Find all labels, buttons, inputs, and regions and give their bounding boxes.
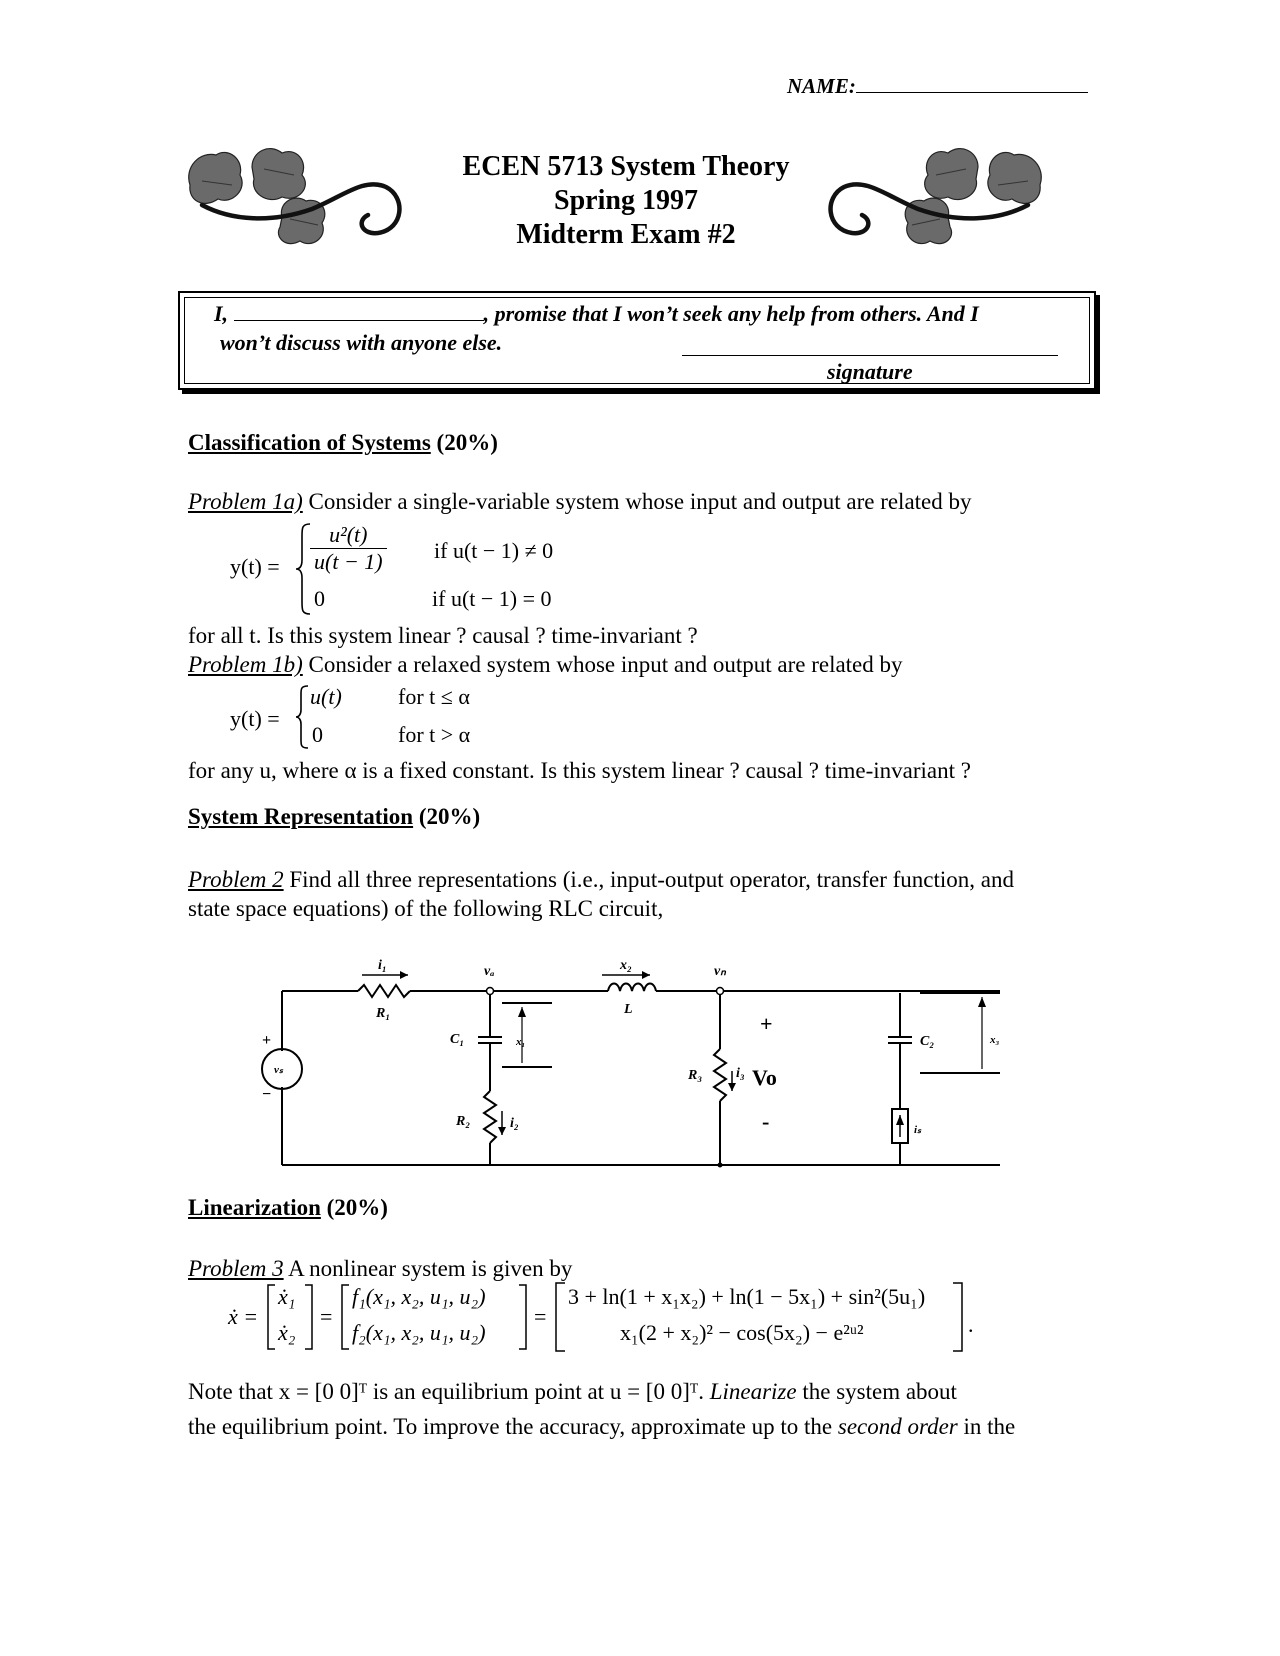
problem-2-line-2: state space equations) of the following RLC circuit,: [188, 896, 664, 921]
eq-f2: f₂(x₁, x₂, u₁, u₂): [352, 1320, 486, 1345]
label-plus: +: [760, 1011, 773, 1036]
label-r2: R₂: [456, 1114, 471, 1129]
bracket-left-icon: [340, 1284, 350, 1350]
label-l: L: [624, 1002, 633, 1017]
label-va: vₐ: [484, 964, 495, 979]
problem-label: Problem 2: [188, 867, 284, 892]
problem-text: Consider a single-variable system whose input and output are related by: [302, 489, 972, 514]
name-label: NAME:: [787, 74, 856, 98]
label-vs: vₛ: [274, 1064, 283, 1076]
name-blank[interactable]: [856, 74, 1088, 93]
eq-condition-2: for t > α: [398, 722, 471, 747]
pledge-line-2: won’t discuss with anyone else.: [220, 330, 503, 355]
problem-label: Problem 3: [188, 1256, 284, 1281]
eq-zero: 0: [314, 586, 325, 611]
section-title: System Representation: [188, 804, 414, 829]
eq-f1: f₁(x₁, x₂, u₁, u₂): [352, 1284, 486, 1309]
pledge-name-blank[interactable]: [234, 302, 484, 321]
course-title: ECEN 5713 System Theory: [462, 151, 790, 182]
line2-part-a: the equilibrium point. To improve the accuracy, approximate up to the: [188, 1414, 838, 1439]
leaf-ornament-left-icon: [182, 145, 410, 255]
eq-x2dot: ẋ₂: [278, 1320, 296, 1345]
note-part-c: the system about: [796, 1379, 957, 1404]
problem-2: [188, 866, 1014, 894]
problem-3-note: [188, 1378, 957, 1406]
label-i3: i₃: [736, 1066, 745, 1081]
signature-blank[interactable]: [682, 337, 1058, 356]
rlc-circuit-diagram: [240, 945, 1030, 1185]
label-source-minus: −: [262, 1086, 272, 1103]
section-title: Classification of Systems: [188, 430, 431, 455]
label-vo: Vo: [752, 1065, 777, 1090]
bracket-left-icon: [554, 1282, 566, 1352]
label-vb: vₙ: [714, 964, 726, 979]
pledge-text: , promise that I won’t seek any help from others. And I: [483, 301, 979, 326]
label-x1: x₁: [516, 1036, 526, 1048]
term-title: Spring 1997: [554, 185, 698, 216]
left-brace-icon: [294, 684, 310, 750]
resistor-r3: [714, 1049, 726, 1101]
note-part-b: Linearize: [709, 1379, 797, 1404]
problem-1a-question: for all t. Is this system linear ? causal ? time-invariant ?: [188, 623, 698, 648]
eq-condition-1: if u(t − 1) ≠ 0: [434, 538, 554, 563]
line2-part-b: second order: [837, 1414, 958, 1439]
name-field[interactable]: [787, 74, 1088, 99]
pledge-prefix: I,: [214, 301, 229, 326]
line2-part-c: in the: [957, 1414, 1016, 1439]
eq-x1dot: ẋ₁: [278, 1284, 296, 1309]
label-x3: x₃: [990, 1034, 1000, 1046]
equation-1a: [230, 518, 730, 618]
bracket-right-icon: [304, 1284, 314, 1350]
section-classification: [188, 430, 498, 456]
note-part-a: Note that x = [0 0]ᵀ is an equilibrium point at u = [0 0]ᵀ.: [188, 1379, 710, 1404]
problem-3: [188, 1255, 572, 1283]
bracket-left-icon: [266, 1284, 276, 1350]
label-source-plus: +: [262, 1032, 272, 1049]
signature-label: signature: [827, 359, 913, 384]
exam-name: Midterm Exam #2: [516, 219, 736, 250]
label-r1: R₁: [376, 1006, 391, 1021]
resistor-r1: [358, 985, 410, 997]
eq-fraction: [310, 522, 387, 575]
label-c2: C₂: [920, 1034, 935, 1049]
problem-1a: [188, 488, 972, 516]
label-i1: i₁: [378, 958, 387, 973]
eq-condition-2: if u(t − 1) = 0: [432, 586, 552, 611]
label-x2: x₂: [620, 958, 632, 973]
exam-title: [440, 150, 812, 252]
pledge-line-1: [214, 301, 979, 327]
eq-case-1: u(t): [310, 684, 342, 709]
section-representation: [188, 804, 480, 830]
section-weight: (20%): [418, 804, 481, 829]
bracket-right-icon: [518, 1284, 528, 1350]
section-title: Linearization: [188, 1195, 321, 1220]
label-is: iₛ: [914, 1124, 922, 1136]
label-minus: -: [762, 1109, 770, 1134]
pledge-box: [178, 291, 1096, 390]
label-i2: i₂: [510, 1116, 519, 1131]
equation-1b: [230, 682, 630, 752]
eq-case-2: 0: [312, 722, 323, 747]
problem-3-line-2: [188, 1413, 1015, 1441]
bracket-right-icon: [952, 1282, 964, 1352]
section-weight: (20%): [326, 1195, 388, 1220]
problem-label: Problem 1b): [188, 652, 303, 677]
section-linearization: [188, 1195, 388, 1221]
problem-text: A nonlinear system is given by: [283, 1256, 573, 1281]
section-weight: (20%): [436, 430, 498, 455]
problem-label: Problem 1a): [188, 489, 303, 514]
eq-r1: 3 + ln(1 + x₁x₂) + ln(1 − 5x₁) + sin²(5u₁): [568, 1284, 926, 1309]
label-c1: C₁: [450, 1032, 465, 1047]
eq-condition-1: for t ≤ α: [398, 684, 470, 709]
eq-denominator: u(t − 1): [314, 549, 383, 574]
problem-1b: [188, 651, 903, 679]
problem-1b-question: for any u, where α is a fixed constant. Is this system linear ? causal ? time-invariant ?: [188, 758, 971, 783]
label-r3: R₃: [688, 1068, 703, 1083]
eq-lhs: y(t) =: [230, 554, 280, 579]
eq-lhs: ẋ =: [228, 1304, 259, 1329]
eq-lhs: y(t) =: [230, 706, 280, 731]
equation-3: ẋ = ẋ₁ ẋ₂ = f₁(x₁, x₂, u₁, u₂) f₂(x₁, x₂, u₁, u₂) = 3 + ln(1 + x₁x₂) + ln(1 − 5x₁) + sin²(5u₁) x₁(2 + x₂)² − cos(5x₂) − e²ᵘ² .: [228, 1282, 1028, 1354]
problem-text: Find all three representations (i.e., input-output operator, transfer function, and: [283, 867, 1014, 892]
eq-numerator: u²(t): [310, 522, 387, 549]
resistor-r2: [484, 1091, 496, 1143]
eq-r2: x₁(2 + x₂)² − cos(5x₂) − e²ᵘ²: [620, 1320, 864, 1345]
leaf-ornament-right-icon: [820, 145, 1048, 255]
problem-text: Consider a relaxed system whose input and output are related by: [302, 652, 903, 677]
inductor-l: [608, 984, 656, 992]
